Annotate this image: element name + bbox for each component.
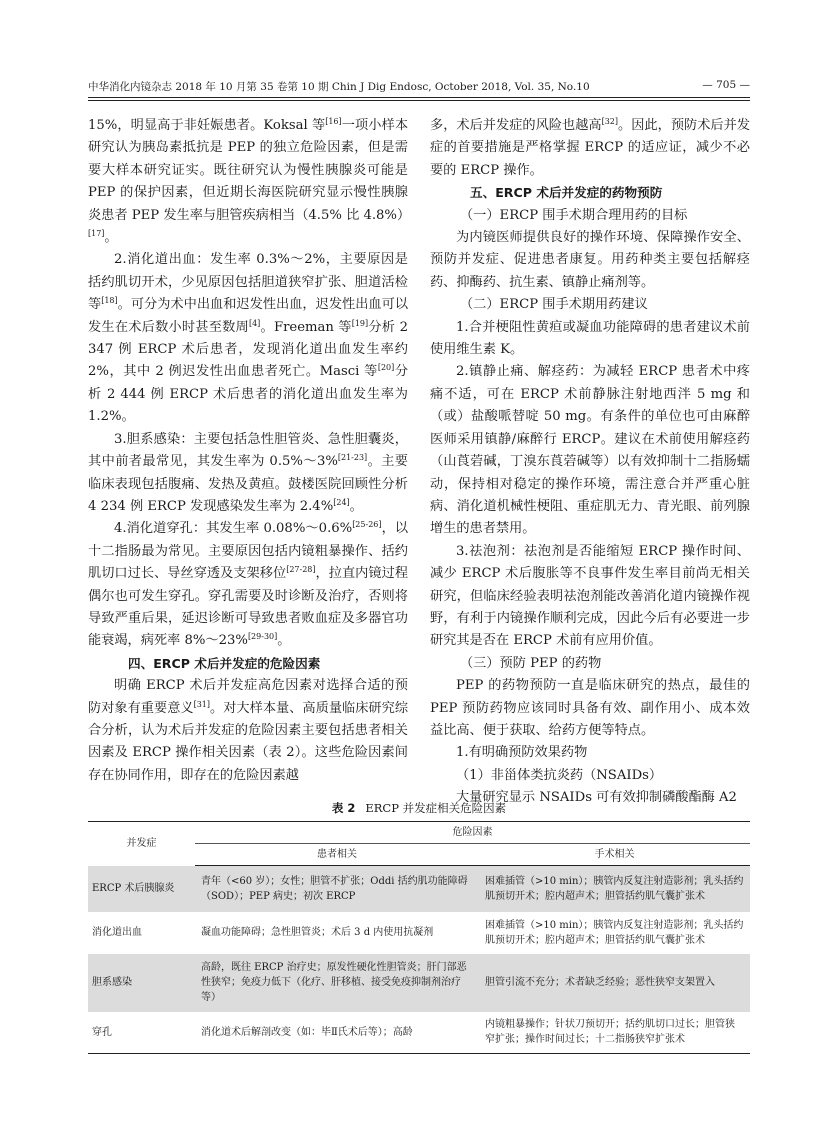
table-row	[88, 954, 750, 1012]
text-run: 。可分为术中出血和迟发性出血，迟发性出血可以发生在术后数小时甚至数周	[88, 297, 409, 335]
body-paragraph	[430, 742, 750, 764]
table-row	[88, 912, 750, 954]
citation-ref: [19]	[351, 318, 369, 328]
header-complication: 并发症	[126, 838, 157, 850]
text-run: （二）ERCP 围手术期用药建议	[460, 297, 648, 313]
text-run: 2.消化道出血：发生率 0.3%～2%，主要原因是括约肌切开术，少见原因包括胆道狭窄扩张、胆道活检等	[88, 252, 408, 313]
subsection-heading	[430, 653, 750, 675]
citation-ref: [18]	[101, 296, 118, 306]
risk-factor-table	[88, 821, 750, 1054]
text-run: 1.有明确预防效果药物	[456, 745, 588, 761]
patient-factor-cell: 高龄，既往 ERCP 治疗史；原发性硬化性胆管炎；肝门部恶性狭窄；免疫力低下（化疗、肝移植、接受免疫抑制剂治疗等）	[195, 954, 479, 1012]
text-run: 4.消化道穿孔：其发生率 0.08%～0.6%	[114, 521, 353, 537]
procedure-factor-cell: 胆管引流不充分；术者缺乏经验；恶性狭窄支架置入	[479, 954, 750, 1012]
citation-ref: [16]	[325, 117, 342, 126]
citation-ref: [29-30]	[247, 632, 278, 642]
body-paragraph	[88, 518, 408, 652]
text-run: ，拉直内镜过程偶尔也可发生穿孔。穿孔需要及时诊断及治疗，否则将导致严重后果，延迟诊断可导致患者败血症及多器官功能衰竭，病死率 8%～23%	[88, 566, 409, 649]
text-run: 2.镇静止痛、解痉药：为减轻 ERCP 患者术中疼痛不适，可在 ERCP 术前静脉注射地西泮 5 mg 和（或）盐酸哌替啶 50 mg。有条件的单位也可由麻醉医师采用镇静/麻醉行 ERCP。建议在术前使用解痉药（山莨菪碱，丁溴东莨菪碱等）以有效抑制十二指肠蠕动，保持相对稳定的操作环境，需注意合并严重心脏病、消化道机械性梗阻、重症肌无力、青光眼、前列腺增生的患者禁用。	[430, 364, 750, 537]
text-run: 。	[277, 633, 291, 649]
table-title: ERCP 并发症相关危险因素	[365, 801, 507, 815]
body-paragraph	[430, 675, 750, 742]
text-run: 。因此，预防术后并发症的首要措施是严格掌握 ERCP 的适应证，减少不必要的 ERCP 操作。	[430, 118, 751, 178]
text-run: 分析 2 347 例 ERCP 术后患者，发现消化道出血发生率约 2%，其中 2 例迟发性出血患者死亡。Masci 等	[88, 319, 409, 380]
citation-ref: [31]	[193, 699, 211, 709]
text-run: 。对大样本量、高质量临床研究综合分析，认为术后并发症的危险因素主要包括患者相关因素及 ERCP 操作相关因素（表 2）。这些危险因素间存在协同作用，即存在的危险因素越	[88, 700, 409, 783]
procedure-factor-cell: 内镜粗暴操作；针状刀预切开；括约肌切口过长；胆管狭窄扩张；操作时间过长；十二指肠狭窄扩张术	[485, 1019, 735, 1046]
page-number: — 705 —	[702, 79, 750, 91]
text-run: 四、ERCP 术后并发症的危险因素	[128, 655, 321, 671]
subsection-heading	[430, 294, 750, 316]
body-paragraph	[430, 361, 750, 540]
citation-ref: [21-23]	[337, 453, 368, 463]
text-run: 。主要临床表现包括腹痛、发热及黄疸。鼓楼医院回顾性分析 4 234 例 ERCP 发现感染发生率为 2.4%	[88, 454, 408, 514]
citation-ref: [27-28]	[286, 565, 316, 575]
body-paragraph	[430, 227, 750, 294]
right-column	[430, 115, 750, 810]
text-run: 一项小样本研究认为胰岛素抵抗是 PEP 的独立危险因素，但是需要大样本研究证实。既往研究认为慢性胰腺炎可能是 PEP 的保护因素，但近期长海医院研究显示慢性胰腺炎患者 PEP 发生率与胆管疾病相当（4.5% 比 4.8%）	[88, 118, 411, 223]
patient-factor-cell: 凝血功能障碍；急性胆管炎；术后 3 d 内使用抗凝剂	[201, 927, 434, 938]
body-paragraph	[88, 429, 408, 519]
text-run: 明确 ERCP 术后并发症高危因素对选择合适的预防对象有重要意义	[88, 678, 408, 716]
text-run: 多，术后并发症的风险也越高	[430, 118, 602, 133]
text-run: 15%，明显高于非妊娠患者。Koksal 等	[88, 118, 326, 133]
table-row	[88, 1012, 750, 1054]
text-run: （三）预防 PEP 的药物	[460, 655, 602, 671]
table-row	[88, 866, 750, 912]
body-paragraph	[430, 765, 750, 787]
table-caption	[88, 800, 750, 816]
text-run: 大量研究显示 NSAIDs 可有效抑制磷酸酯酶 A2	[456, 790, 737, 806]
text-run: 。Freeman 等	[260, 319, 352, 335]
text-run: （一）ERCP 围手术期合理用药的目标	[460, 207, 688, 223]
text-run: PEP 的药物预防一直是临床研究的热点，最佳的 PEP 预防药物应该同时具备有效、副作用小、成本效益比高、便于获取、给药方便等特点。	[430, 678, 750, 738]
body-paragraph	[430, 317, 750, 362]
complication-cell: 穿孔	[92, 1026, 112, 1038]
journal-citation: 中华消化内镜杂志 2018 年 10 月第 35 卷第 10 期 Chin J Dig Endosc, October 2018, Vol. 35, No.10	[88, 81, 590, 93]
text-run: 1.合并梗阻性黄疸或凝血功能障碍的患者建议术前使用维生素 K。	[430, 319, 750, 358]
text-run: 。	[104, 230, 118, 246]
complication-cell: 消化道出血	[92, 927, 142, 938]
text-run: （1）非甾体类抗炎药（NSAIDs）	[456, 767, 663, 783]
complication-cell: 胆系感染	[88, 954, 195, 1012]
header-rule-thin	[88, 100, 750, 101]
procedure-factor-cell: 困难插管（>10 min）；胰管内反复注射造影剂；乳头括约肌预切开术；腔内超声术；胆管括约肌气囊扩张术	[479, 866, 750, 912]
header-risk-factors: 危险因素	[195, 822, 750, 844]
citation-ref: [25-26]	[352, 520, 382, 530]
citation-ref: [20]	[377, 363, 395, 373]
header-patient-related: 患者相关	[195, 844, 479, 866]
citation-ref: [32]	[601, 117, 619, 126]
text-run: 。	[349, 498, 363, 514]
text-run: ，以十二指肠最为常见。主要原因包括内镜粗暴操作、括约肌切口过长、导丝穿透及支架移位	[88, 521, 409, 582]
body-paragraph	[430, 115, 750, 182]
text-run: 为内镜医师提供良好的操作环境、保障操作安全、预防并发症、促进患者康复。用药种类主要包括解痉药、抑酶药、抗生素、镇静止痛剂等。	[430, 230, 750, 290]
text-run: 3.胆系感染：主要包括急性胆管炎、急性胆囊炎，其中前者最常见，其发生率为 0.5%～3%	[88, 431, 408, 470]
patient-factor-cell: 青年（<60 岁）；女性；胆管不扩张；Oddi 括约肌功能障碍（SOD）；PEP 病史；初次 ERCP	[195, 866, 479, 912]
body-paragraph	[88, 115, 411, 249]
body-paragraph	[88, 249, 408, 428]
header-rule	[88, 97, 750, 98]
text-run: 3.祛泡剂：祛泡剂是否能缩短 ERCP 操作时间、减少 ERCP 术后腹胀等不良事件发生率目前尚无相关研究，但临床经验表明祛泡剂能改善消化道内镜操作视野，有利于内镜操作顺利完成，因此今后有必要进一步研究其是否在 ERCP 术前有应用价值。	[430, 543, 750, 649]
patient-factor-cell: 消化道术后解剖改变（如：毕Ⅱ氏术后等）；高龄	[201, 1026, 413, 1038]
running-header	[88, 79, 750, 94]
body-paragraph	[88, 675, 408, 787]
complication-cell: ERCP 术后胰腺炎	[88, 866, 195, 912]
procedure-factor-cell: 困难插管（>10 min）；胰管内反复注射造影剂；乳头括约肌预切开术；腔内超声术；胆管括约肌气囊扩张术	[485, 919, 744, 946]
left-column	[88, 115, 411, 787]
text-run: 五、ERCP 术后并发症的药物预防	[470, 185, 663, 201]
table-number: 表 2	[331, 801, 356, 815]
text-run: 分析 2 444 例 ERCP 术后患者的消化道出血发生率为 1.2%。	[88, 364, 409, 425]
section-heading	[430, 182, 750, 204]
section-heading	[88, 653, 408, 675]
header-procedure-related: 手术相关	[479, 844, 750, 866]
citation-ref: [24]	[333, 497, 350, 507]
citation-ref: [4]	[248, 318, 261, 328]
body-paragraph	[430, 541, 750, 653]
citation-ref: [17]	[88, 229, 105, 239]
subsection-heading	[430, 205, 750, 227]
